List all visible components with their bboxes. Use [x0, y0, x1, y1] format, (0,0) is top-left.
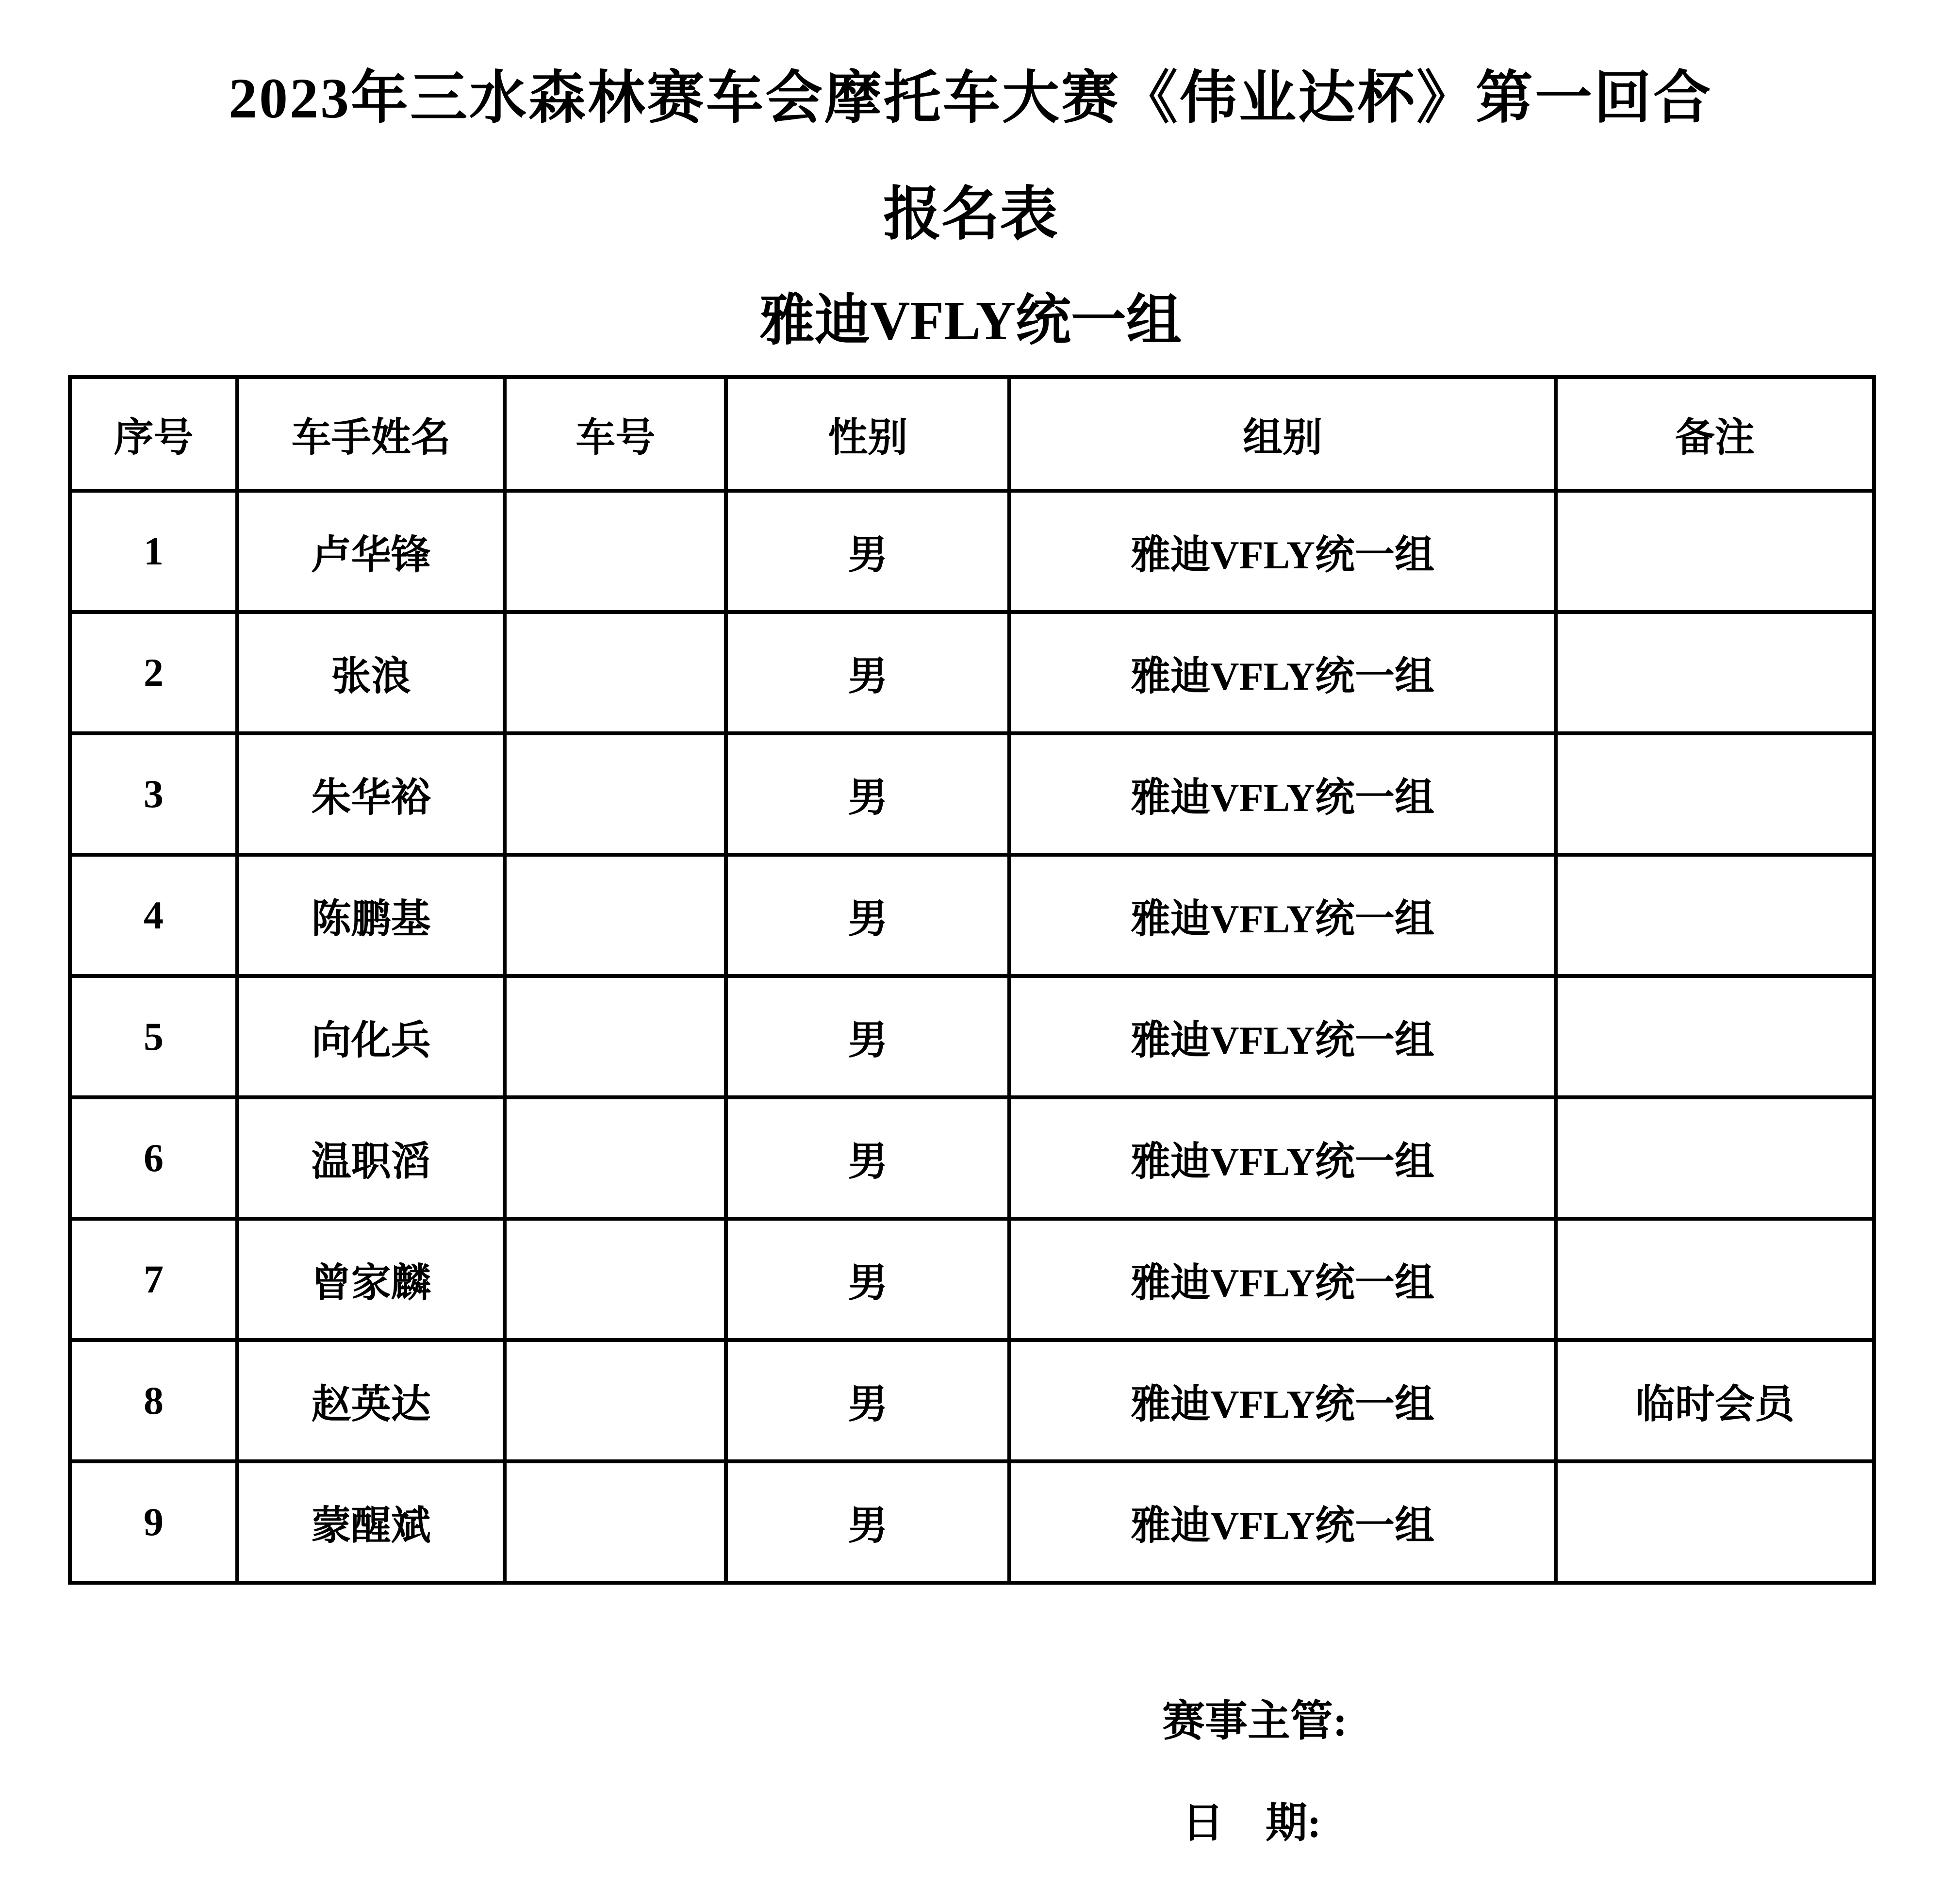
form-subtitle: 报名表 [883, 182, 1058, 247]
cell-gender: 男 [726, 612, 1009, 733]
cell-name: 陈鹏基 [237, 855, 505, 976]
cell-car-no [505, 491, 726, 612]
cell-remark [1556, 491, 1874, 612]
cell-name: 曾家麟 [237, 1219, 505, 1340]
cell-name: 向化兵 [237, 976, 505, 1097]
table-row [70, 491, 1874, 612]
cell-group: 雅迪VFLY统一组 [1009, 1340, 1555, 1461]
cell-name: 卢华锋 [237, 491, 505, 612]
cell-remark [1556, 855, 1874, 976]
cell-name: 赵英达 [237, 1340, 505, 1461]
cell-gender: 男 [726, 1340, 1009, 1461]
cell-index: 3 [70, 733, 237, 855]
cell-name: 蒙醒斌 [237, 1461, 505, 1583]
cell-index: 4 [70, 855, 237, 976]
table-row [70, 976, 1874, 1097]
table-row [70, 1340, 1874, 1461]
cell-group: 雅迪VFLY统一组 [1009, 1219, 1555, 1340]
table-row [70, 855, 1874, 976]
cell-car-no [505, 855, 726, 976]
cell-gender: 男 [726, 1461, 1009, 1583]
cell-car-no [505, 1340, 726, 1461]
cell-gender: 男 [726, 1219, 1009, 1340]
cell-index: 5 [70, 976, 237, 1097]
cell-car-no [505, 733, 726, 855]
cell-remark: 临时会员 [1556, 1340, 1874, 1461]
cell-remark [1556, 1461, 1874, 1583]
cell-index: 2 [70, 612, 237, 733]
cell-remark [1556, 1219, 1874, 1340]
cell-name: 朱华裕 [237, 733, 505, 855]
header-group: 组别 [1009, 377, 1555, 491]
group-title: 雅迪VFLY统一组 [759, 290, 1182, 351]
cell-gender: 男 [726, 733, 1009, 855]
cell-group: 雅迪VFLY统一组 [1009, 491, 1555, 612]
cell-group: 雅迪VFLY统一组 [1009, 1461, 1555, 1583]
cell-gender: 男 [726, 976, 1009, 1097]
cell-gender: 男 [726, 1097, 1009, 1219]
cell-group: 雅迪VFLY统一组 [1009, 1097, 1555, 1219]
cell-remark [1556, 733, 1874, 855]
cell-index: 6 [70, 1097, 237, 1219]
table-body [70, 491, 1874, 1583]
cell-remark [1556, 976, 1874, 1097]
table-row [70, 1461, 1874, 1583]
cell-car-no [505, 1219, 726, 1340]
cell-remark [1556, 1097, 1874, 1219]
cell-group: 雅迪VFLY统一组 [1009, 855, 1555, 976]
cell-remark [1556, 612, 1874, 733]
table-row [70, 1097, 1874, 1219]
header-name: 车手姓名 [237, 377, 505, 491]
header-remark: 备注 [1556, 377, 1874, 491]
registration-table [68, 375, 1876, 1585]
header-car-no: 车号 [505, 377, 726, 491]
cell-car-no [505, 1097, 726, 1219]
table-row [70, 733, 1874, 855]
header-index: 序号 [70, 377, 237, 491]
table-row [70, 1219, 1874, 1340]
cell-group: 雅迪VFLY统一组 [1009, 976, 1555, 1097]
cell-index: 1 [70, 491, 237, 612]
cell-car-no [505, 612, 726, 733]
cell-index: 9 [70, 1461, 237, 1583]
page-title: 2023年三水森林赛车会摩托车大赛《伟业达杯》第一回合 [228, 66, 1712, 130]
cell-car-no [505, 976, 726, 1097]
supervisor-label: 赛事主管: [1162, 1698, 1348, 1745]
table-header-row [70, 377, 1874, 491]
date-label: 日 期: [1182, 1800, 1321, 1846]
cell-car-no [505, 1461, 726, 1583]
cell-index: 8 [70, 1340, 237, 1461]
cell-gender: 男 [726, 491, 1009, 612]
cell-index: 7 [70, 1219, 237, 1340]
table-row [70, 612, 1874, 733]
cell-gender: 男 [726, 855, 1009, 976]
cell-group: 雅迪VFLY统一组 [1009, 733, 1555, 855]
header-gender: 性别 [726, 377, 1009, 491]
cell-name: 温职滔 [237, 1097, 505, 1219]
cell-group: 雅迪VFLY统一组 [1009, 612, 1555, 733]
cell-name: 张浪 [237, 612, 505, 733]
